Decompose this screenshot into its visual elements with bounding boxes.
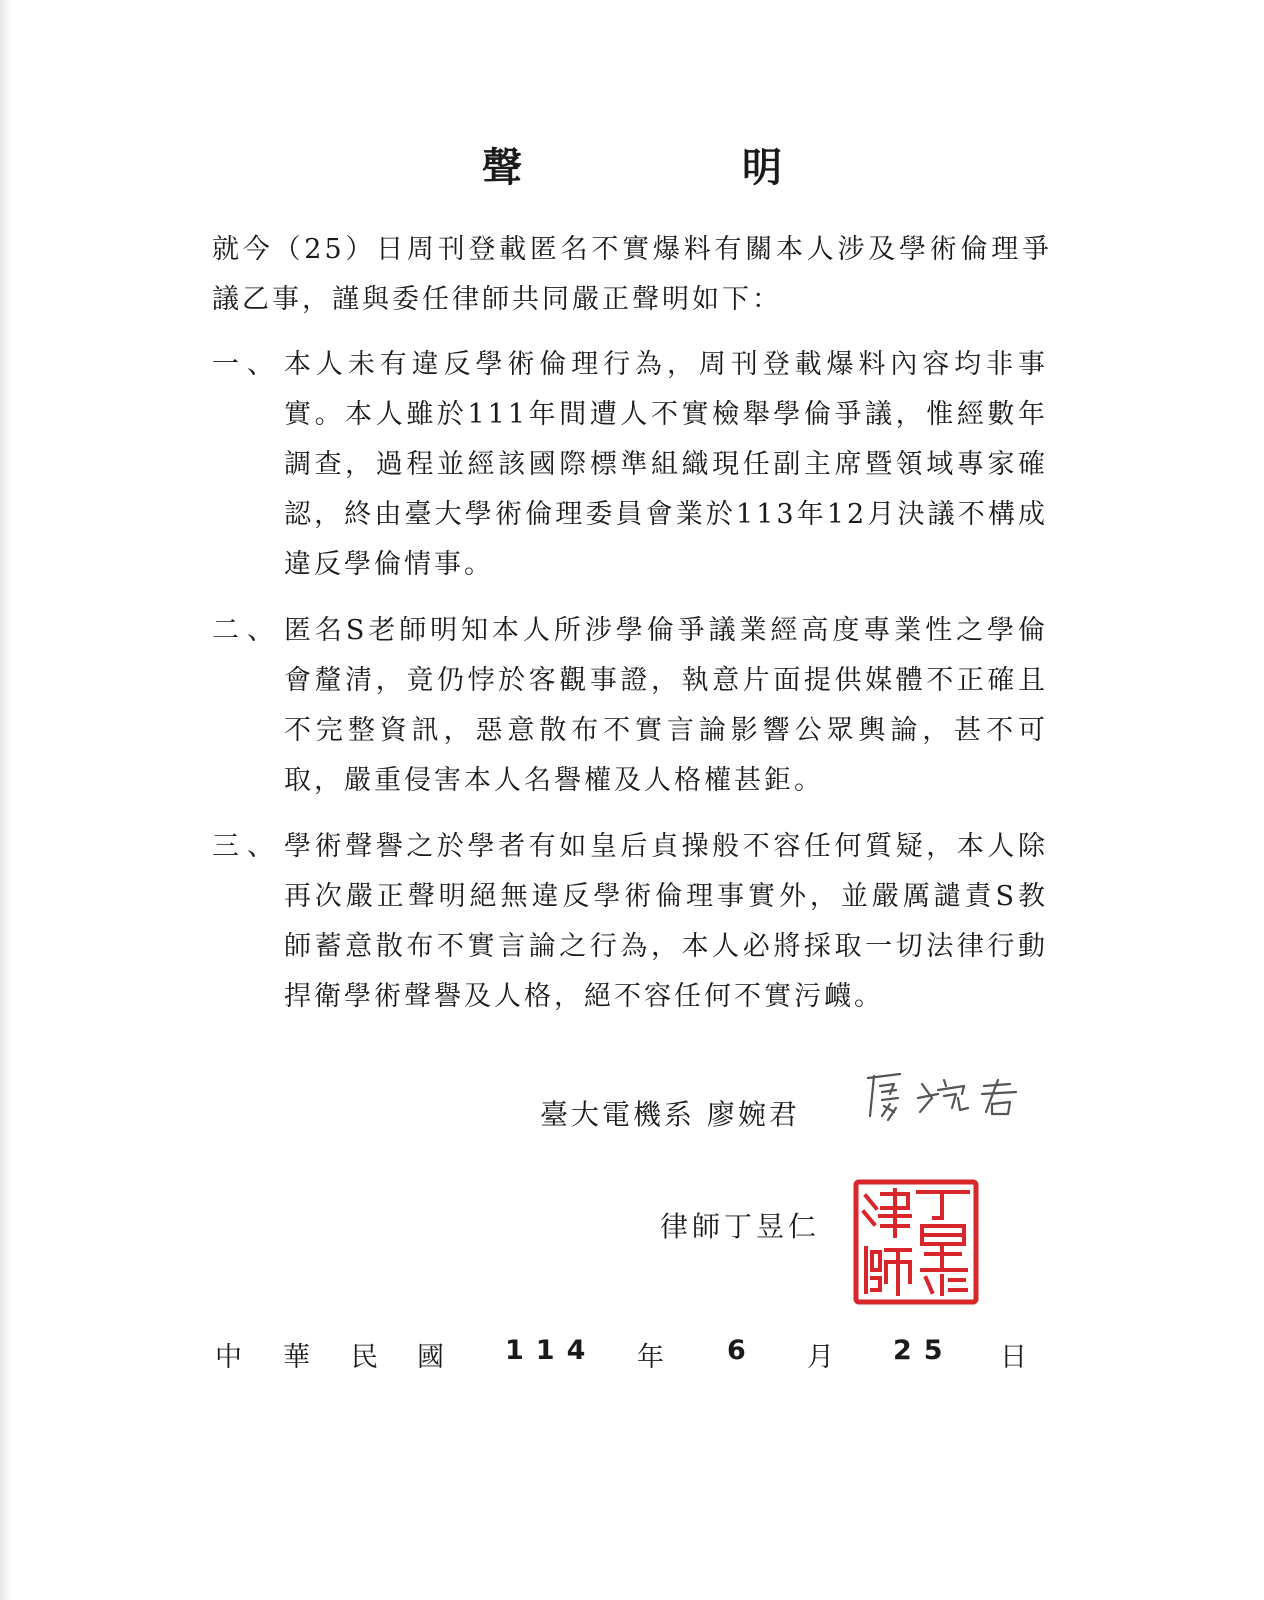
item-text: 本人未有違反學術倫理行為，周刊登載爆料內容均非事實。本人雖於111年間遭人不實檢舉學倫爭議，惟經數年調查，過程並經該國際標準組織現任副主席暨領域專家確認，終由臺大學術倫理委員會業於113年12月決議不構成違反學倫情事。 xyxy=(284,349,1048,580)
item-marker: 三、 xyxy=(212,831,282,862)
date-year-unit: 年 xyxy=(637,1342,664,1373)
handwritten-signature xyxy=(860,1064,1030,1134)
statement-item-2 xyxy=(212,606,1052,806)
date-day-unit: 日 xyxy=(1000,1342,1027,1373)
date-month: 6 xyxy=(727,1335,758,1366)
page-edge-shadow xyxy=(0,0,12,1600)
document-title: 聲 明 xyxy=(482,144,872,191)
lawyer-seal-stamp xyxy=(852,1178,980,1306)
item-text: 匿名S老師明知本人所涉學倫爭議業經高度專業性之學倫會釐清，竟仍悖於客觀事證，執意片面提供媒體不正確且不完整資訊，惡意散布不實言論影響公眾輿論，甚不可取，嚴重侵害本人名譽權及人格權甚鉅。 xyxy=(284,615,1048,796)
date-year: 114 xyxy=(505,1335,598,1366)
document-date xyxy=(215,1335,1050,1375)
date-era-char: 國 xyxy=(417,1342,444,1373)
date-month-unit: 月 xyxy=(807,1342,834,1373)
item-marker: 一、 xyxy=(212,349,282,380)
item-text: 學術聲譽之於學者有如皇后貞操般不容任何質疑，本人除再次嚴正聲明絕無違反學術倫理事實外，並嚴厲譴責S教師蓄意散布不實言論之行為，本人必將採取一切法律行動捍衛學術聲譽及人格，絕不容任何不實污衊。 xyxy=(284,831,1048,1012)
signer-name: 臺大電機系 廖婉君 xyxy=(540,1098,800,1131)
item-marker: 二、 xyxy=(212,615,282,646)
date-era-char: 民 xyxy=(351,1342,378,1373)
date-era-char: 中 xyxy=(215,1342,242,1373)
intro-paragraph: 就今（25）日周刊登載匿名不實爆料有關本人涉及學術倫理爭議乙事，謹與委任律師共同嚴正聲明如下： xyxy=(212,234,1052,315)
date-era-char: 華 xyxy=(283,1342,310,1373)
lawyer-name: 律師丁昱仁 xyxy=(660,1210,821,1243)
statement-item-3 xyxy=(212,822,1052,1022)
statement-item-1 xyxy=(212,340,1052,590)
date-day: 25 xyxy=(893,1335,955,1366)
